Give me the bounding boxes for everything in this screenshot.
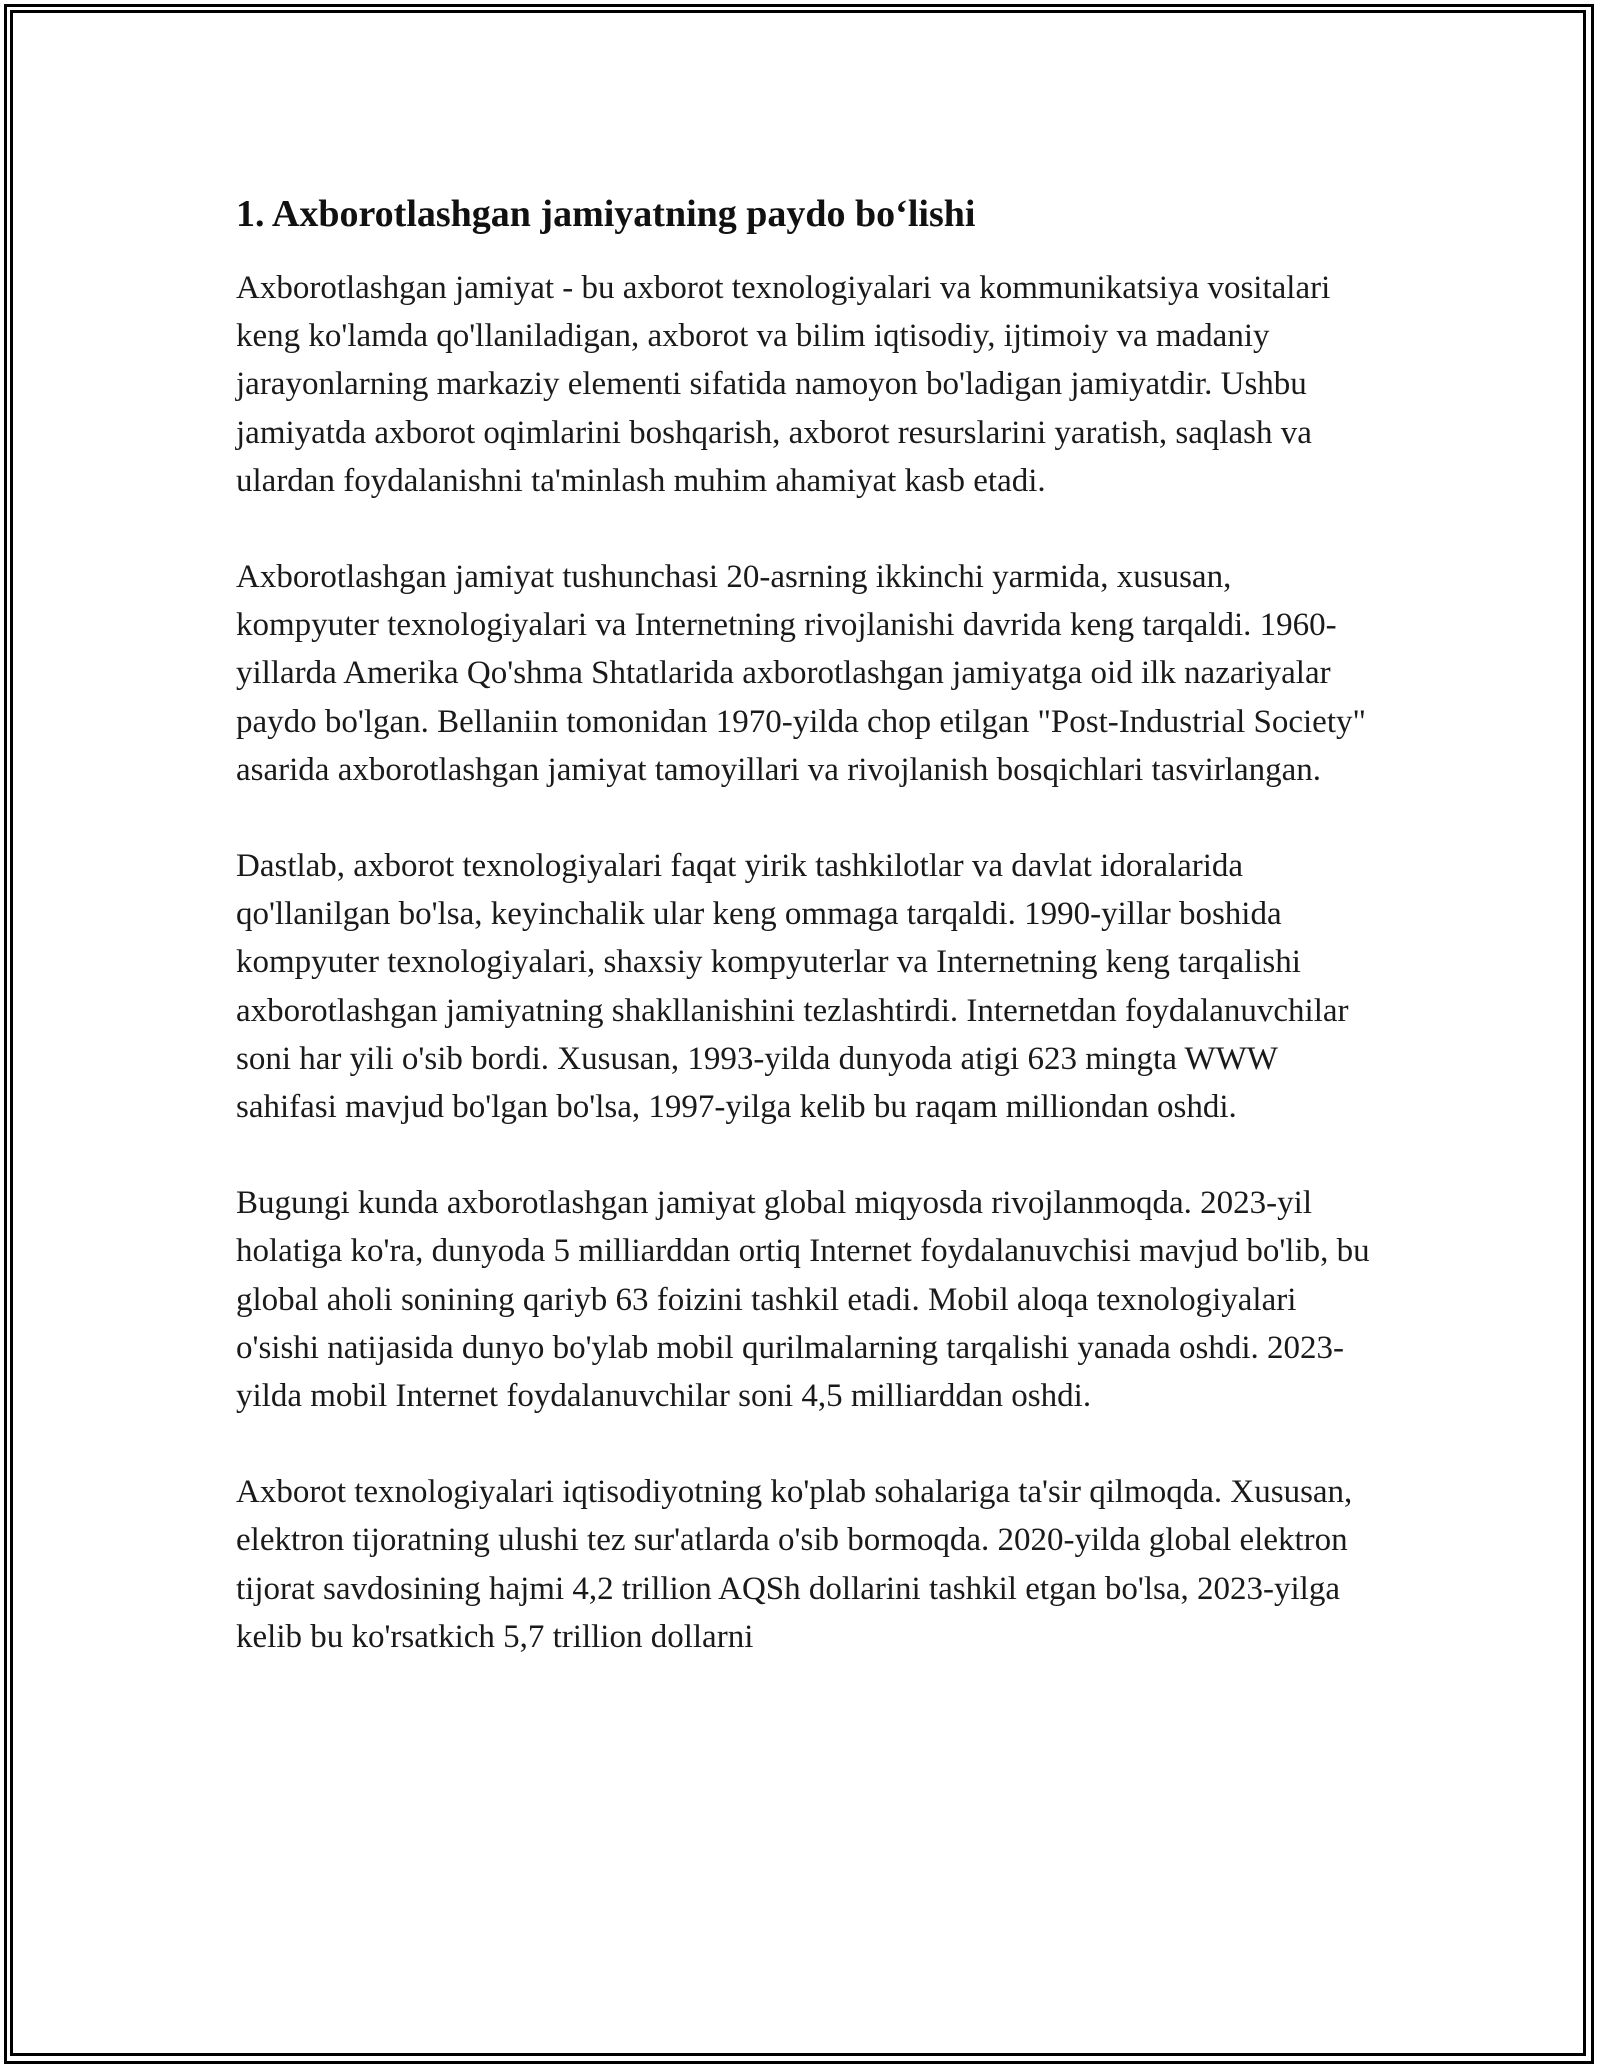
paragraph-economy: Axborot texnologiyalari iqtisodiyotning ko'plab sohalariga ta'sir qilmoqda. Xususan, elektron tijoratning ulushi tez sur'atlarda o'sib bormoqda. 2020-yilda global elektron tijorat savdosining hajmi 4,2 trillion AQSh dollarini tashkil etgan bo'lsa, 2023-yilga kelib bu ko'rsatkich 5,7 trillion dollarni <box>236 1474 1353 1655</box>
paragraph-definition: Axborotlashgan jamiyat - bu axborot texnologiyalari va kommunikatsiya vositalari keng ko'lamda qo'llaniladigan, axborot va bilim iqtisodiy, ijtimoiy va madaniy jarayonlarning markaziy elementi sifatida namoyon bo'ladigan jamiyatdir. Ushbu jamiyatda axborot oqimlarini boshqarish, axborot resurslarini yaratish, saqlash va ulardan foydalanishni ta'minlash muhim ahamiyat kasb etadi. <box>236 270 1331 499</box>
paragraph-spread: Dastlab, axborot texnologiyalari faqat yirik tashkilotlar va davlat idoralarida qo'llanilgan bo'lsa, keyinchalik ular keng ommaga tarqaldi. 1990-yillar boshida kompyuter texnologiyalari, shaxsiy kompyuterlar va Internetning keng tarqalishi axborotlashgan jamiyatning shakllanishini tezlashtirdi. Internetdan foydalanuvchilar soni har yili o'sib bordi. Xususan, 1993-yilda dunyoda atigi 623 mingta WWW sahifasi mavjud bo'lgan bo'lsa, 1997-yilga kelib bu raqam milliondan oshdi. <box>236 848 1349 1126</box>
section-heading: 1. Axborotlashgan jamiyatning paydo bo‘lishi <box>236 193 976 235</box>
paragraph-history: Axborotlashgan jamiyat tushunchasi 20-asrning ikkinchi yarmida, xususan, kompyuter texnologiyalari va Internetning rivojlanishi davrida keng tarqaldi. 1960-yillarda Amerika Qo'shma Shtatlarida axborotlashgan jamiyatga oid ilk nazariyalar paydo bo'lgan. Bellaniin tomonidan 1970-yilda chop etilgan "Post-Industrial Society" asarida axborotlashgan jamiyat tamoyillari va rivojlanish bosqichlari tasvirlangan. <box>236 559 1366 788</box>
paragraph-today: Bugungi kunda axborotlashgan jamiyat global miqyosda rivojlanmoqda. 2023-yil holatiga ko'ra, dunyoda 5 milliarddan ortiq Internet foydalanuvchisi mavjud bo'lib, bu global aholi sonining qariyb 63 foizini tashkil etadi. Mobil aloqa texnologiyalari o'sishi natijasida dunyo bo'ylab mobil qurilmalarning tarqalishi yanada oshdi. 2023-yilda mobil Internet foydalanuvchilar soni 4,5 milliarddan oshdi. <box>236 1185 1370 1415</box>
document-body <box>236 186 1376 1709</box>
